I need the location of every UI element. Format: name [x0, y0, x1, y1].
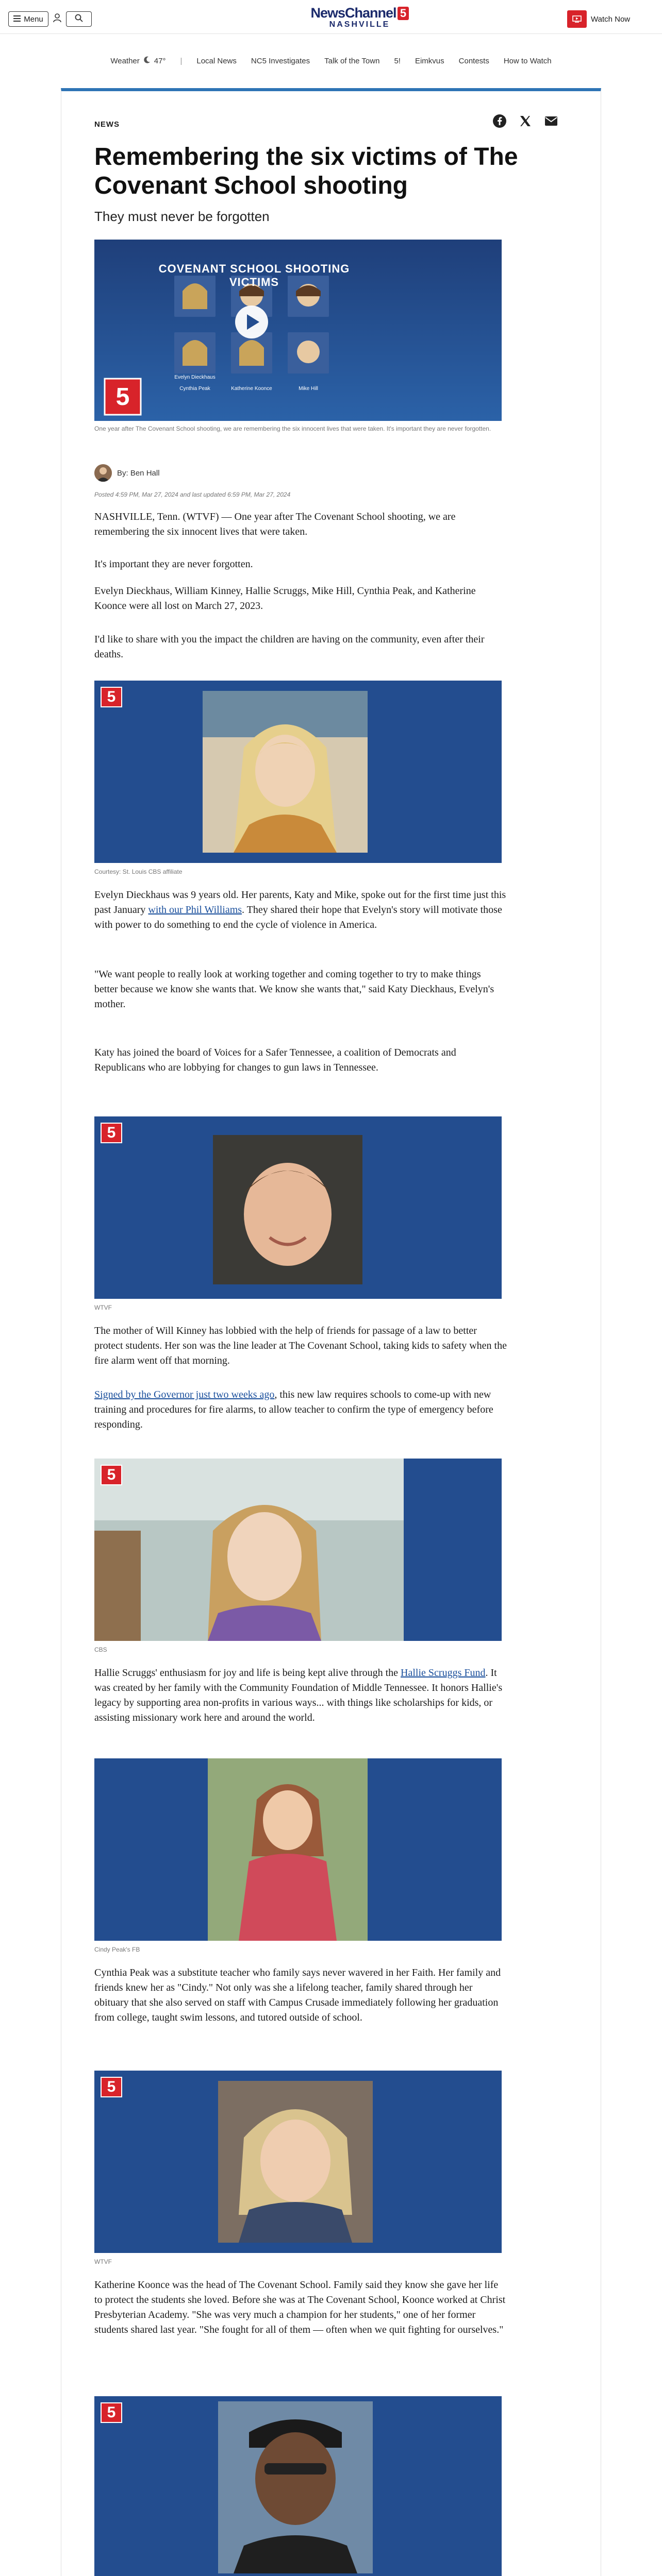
- nav-item-talk-of-the-town[interactable]: Talk of the Town: [324, 56, 380, 65]
- play-button-icon[interactable]: [236, 306, 267, 336]
- share-bar: [491, 113, 559, 129]
- paragraph-text: . It was created by her family with the Community Foundation of Middle Tennessee. It honors Hallie's legacy by supporting area non-profits in various ways... with things like scholarships for kids, or assisting missionary work here and around the world.: [94, 1667, 503, 1723]
- governor-signed-link[interactable]: Signed by the Governor just two weeks ago: [94, 1389, 275, 1400]
- article-paragraph: [94, 1666, 507, 1725]
- nav-item-contests[interactable]: Contests: [458, 56, 489, 65]
- photo-mike: [94, 2396, 502, 2576]
- hero-name-label: Mike Hill: [299, 386, 318, 392]
- station-bug: 5: [101, 2402, 122, 2423]
- menu-button[interactable]: [8, 11, 48, 27]
- nav-weather[interactable]: [110, 56, 166, 66]
- photo-katherine: [94, 2071, 502, 2253]
- moon-icon: [143, 56, 151, 66]
- article-paragraph: NASHVILLE, Tenn. (WTVF) — One year after The Covenant School shooting, we are remembering the six innocent lives that were taken.: [94, 511, 456, 537]
- site-logo[interactable]: [304, 5, 415, 29]
- station-bug: 5: [101, 1123, 122, 1143]
- posted-timestamp: Posted 4:59 PM, Mar 27, 2024 and last updated 6:59 PM, Mar 27, 2024: [94, 491, 291, 498]
- watch-now-button[interactable]: [567, 10, 654, 28]
- paragraph-text: . They shared their hope that Evelyn's story will motivate those with power to do something to end the cycle of violence in America.: [94, 904, 502, 930]
- email-share-icon[interactable]: [543, 113, 559, 129]
- station-bug: 5: [101, 1465, 122, 1485]
- logo-five: 5: [398, 7, 409, 20]
- watch-now-label: Watch Now: [591, 14, 631, 24]
- hallie-scruggs-fund-link[interactable]: Hallie Scruggs Fund: [401, 1667, 486, 1679]
- hamburger-icon: [13, 15, 21, 24]
- search-button[interactable]: [66, 11, 92, 27]
- photo-caption: Courtesy: St. Louis CBS affiliate: [94, 868, 183, 875]
- nav-item-local-news[interactable]: Local News: [196, 56, 237, 65]
- article-paragraph: I'd like to share with you the impact the children are having on the community, even after their deaths.: [94, 634, 485, 660]
- photo-caption: Cindy Peak's FB: [94, 1946, 140, 1953]
- article-paragraph: Evelyn Dieckhaus, William Kinney, Hallie Scruggs, Mike Hill, Cynthia Peak, and Katherine Koonce were all lost on March 27, 2023.: [94, 585, 476, 612]
- main-nav: [0, 52, 662, 70]
- logo-city: NASHVILLE: [329, 20, 390, 29]
- article-paragraph: The mother of Will Kinney has lobbied with the help of friends for passage of a law to better protect students. Her son was the line leader at The Covenant School, taking kids to safety when the fire alarm went off that morning.: [94, 1325, 507, 1366]
- article-paragraph: It's important they are never forgotten.: [94, 558, 253, 570]
- hero-name-label: Cynthia Peak: [179, 386, 210, 392]
- article-subhead: They must never be forgotten: [94, 209, 270, 224]
- facebook-share-icon[interactable]: [491, 113, 508, 129]
- search-icon: [75, 14, 83, 25]
- nav-divider: |: [180, 56, 183, 65]
- hero-video[interactable]: [94, 240, 502, 421]
- will-photo: [94, 1116, 502, 1299]
- article-paragraph: [94, 1387, 507, 1432]
- mike-photo: [94, 2396, 502, 2576]
- article-headline: Remembering the six victims of The Covenant School shooting: [94, 143, 518, 199]
- paragraph-text: , this new law requires schools to come-up with new training and procedures for fire alarms, to allow teacher to confirm the type of emergency before responding.: [94, 1389, 493, 1430]
- nav-item-how-to-watch[interactable]: How to Watch: [503, 56, 552, 65]
- nav-item-5[interactable]: 5!: [394, 56, 401, 65]
- menu-label: Menu: [24, 14, 43, 24]
- photo-hallie: [94, 1459, 502, 1641]
- nav-item-eimkvus[interactable]: Eimkvus: [415, 56, 444, 65]
- live-tv-icon: [567, 10, 587, 28]
- hero-caption: One year after The Covenant School shooting, we are remembering the six innocent lives that were taken. It's important they are never forgotten.: [94, 425, 491, 432]
- hallie-photo: [94, 1459, 502, 1641]
- phil-williams-link[interactable]: with our Phil Williams: [148, 904, 242, 916]
- hero-name-label: Katherine Koonce: [231, 386, 272, 392]
- hero-name-label: Evelyn Dieckhaus: [174, 375, 216, 380]
- hero-overlay-title: COVENANT SCHOOL SHOOTING VICTIMS: [158, 262, 350, 289]
- x-share-icon[interactable]: [517, 113, 534, 129]
- logo-wordmark: NewsChannel: [310, 5, 396, 21]
- article-paragraph: Cynthia Peak was a substitute teacher who family says never wavered in her Faith. Her family and friends knew her as "Cindy." Not only was she a lifelong teacher, family shared through her obituary that she also served on staff with Campus Crusade immediately following her graduation from college, taught swim lessons, and tutored outside of school.: [94, 1967, 501, 2023]
- article-paragraph: Katy has joined the board of Voices for a Safer Tennessee, a coalition of Democrats and Republicans who are lobbying for changes to gun laws in Tennessee.: [94, 1047, 456, 1073]
- section-label[interactable]: NEWS: [94, 120, 120, 129]
- user-icon: [53, 13, 61, 25]
- station-bug: 5: [101, 687, 122, 707]
- station-bug: 5: [115, 383, 130, 411]
- nav-item-nc5-investigates[interactable]: NC5 Investigates: [251, 56, 310, 65]
- katherine-photo: [94, 2071, 502, 2253]
- paragraph-text: Evelyn Dieckhaus was 9 years old. Her parents, Katy and Mike, spoke out for the first time just this past January: [94, 889, 506, 916]
- article-paragraph: "We want people to really look at working together and coming together to try to make things better because we know she wants that. We know she wants that," said Katy Dieckhaus, Evelyn's mother.: [94, 969, 494, 1010]
- byline: [94, 464, 160, 482]
- nav-weather-temp: 47°: [154, 56, 166, 65]
- evelyn-photo: [94, 681, 502, 863]
- photo-caption: WTVF: [94, 2258, 112, 2265]
- article-card: [61, 88, 601, 2576]
- author-name[interactable]: By: Ben Hall: [117, 468, 160, 478]
- nav-weather-label: Weather: [110, 56, 140, 65]
- article-paragraph: [94, 888, 507, 933]
- photo-will: [94, 1116, 502, 1299]
- account-button[interactable]: [51, 11, 64, 27]
- photo-caption: WTVF: [94, 1304, 112, 1311]
- author-avatar: [94, 464, 112, 482]
- article-paragraph: Katherine Koonce was the head of The Covenant School. Family said they know she gave her life to protect the students she loved. Before she was at The Covenant School, Koonce worked at Christ Presbyterian Academy. "She was very much a champion for her students," one of her former students shared last year. "She fought for all of them — often when we quit fighting for ourselves.": [94, 2279, 506, 2335]
- station-bug: 5: [101, 2077, 122, 2097]
- cynthia-photo: [94, 1758, 502, 1941]
- paragraph-text: Hallie Scruggs' enthusiasm for joy and life is being kept alive through the: [94, 1667, 401, 1679]
- photo-caption: CBS: [94, 1646, 107, 1653]
- photo-cynthia: [94, 1758, 502, 1941]
- site-header: [0, 0, 662, 34]
- photo-evelyn: [94, 681, 502, 863]
